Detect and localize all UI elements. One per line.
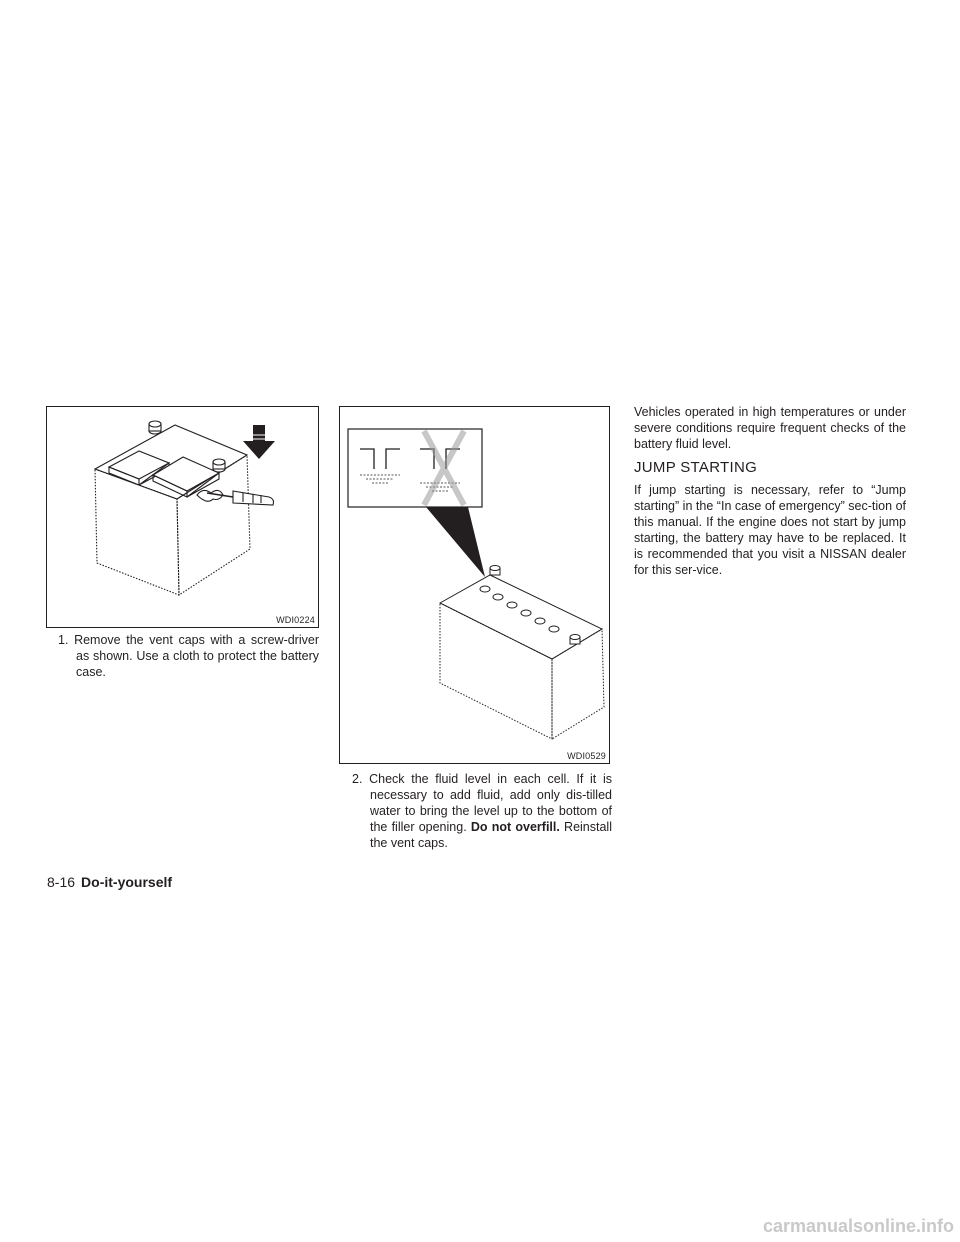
step-text-end: Reinstall the vent caps. bbox=[370, 820, 612, 850]
step-1 bbox=[52, 632, 319, 680]
step-text: Check the fluid level in each cell. If it is necessary to add fluid, add only dis-tilled water to bring the level up to the bottom of the filler opening. bbox=[369, 772, 612, 834]
battery-fluid-level-illustration bbox=[340, 407, 609, 763]
figure-fluid-level bbox=[339, 406, 610, 764]
section-heading: JUMP STARTING bbox=[634, 459, 758, 476]
battery-screwdriver-illustration bbox=[47, 407, 318, 627]
section-body: If jump starting is necessary, refer to “Jump starting” in the “In case of emergency” sec-tion of this manual. If the engine does not start by jump starting, the battery may have to be replaced. It is recommended that you visit a NISSAN dealer for this ser-vice. bbox=[634, 483, 906, 577]
watermark: carmanualsonline.info bbox=[762, 1216, 954, 1236]
intro-paragraph: Vehicles operated in high temperatures or under severe conditions require frequent checks of the battery fluid level. bbox=[634, 405, 906, 451]
figure-code: WDI0224 bbox=[276, 615, 315, 625]
figure-code: WDI0529 bbox=[567, 751, 606, 761]
page-footer bbox=[47, 874, 172, 890]
chapter-title: Do-it-yourself bbox=[81, 874, 173, 890]
step-2 bbox=[346, 771, 612, 851]
step-warning: Do not overfill. bbox=[470, 820, 560, 834]
figure-remove-vent-caps bbox=[46, 406, 319, 628]
step-number: 1. bbox=[58, 633, 69, 647]
step-text: Remove the vent caps with a screw-driver as shown. Use a cloth to protect the battery case. bbox=[74, 633, 319, 679]
page-number: 8-16 bbox=[47, 874, 76, 890]
step-number: 2. bbox=[352, 772, 363, 786]
